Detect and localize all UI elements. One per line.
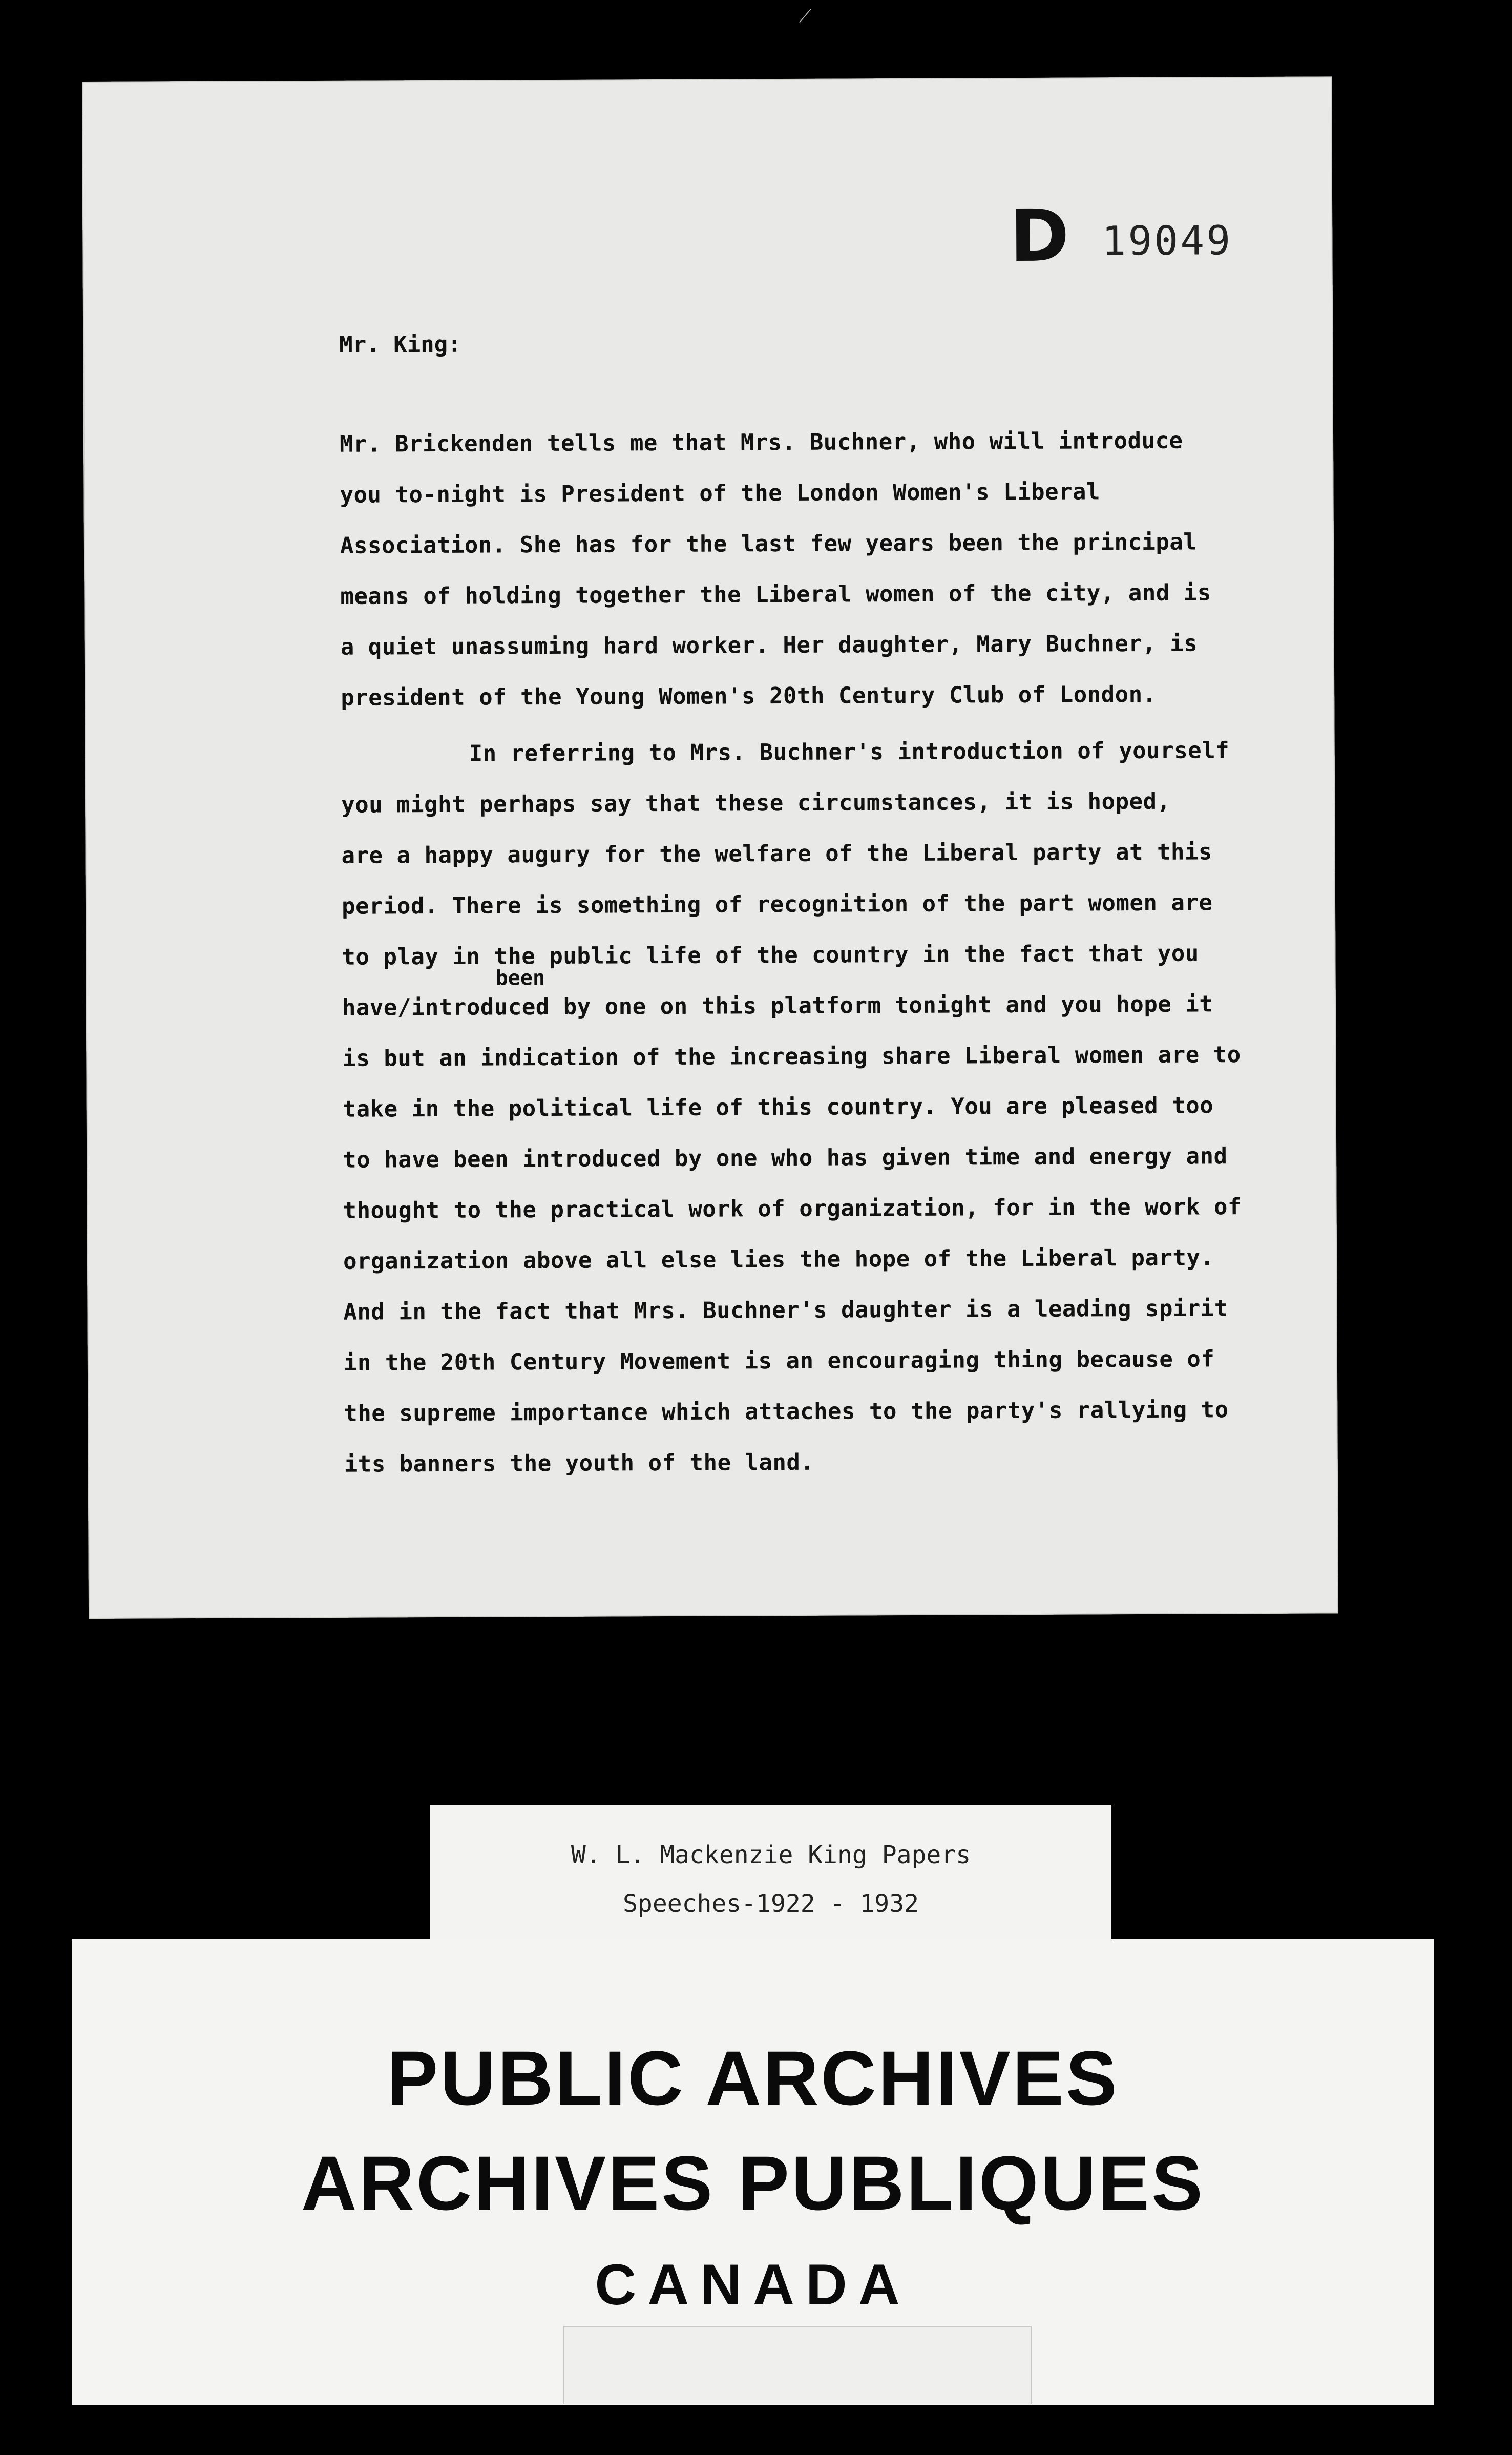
collection-series: Speeches-1922 - 1932 — [623, 1889, 919, 1918]
paragraph-line: you to-night is President of the London Women's Liberal — [340, 478, 1101, 508]
paragraph-line: president of the Young Women's 20th Century Club of London. — [341, 681, 1157, 711]
archive-stamp — [72, 1939, 1434, 2405]
collection-name: W. L. Mackenzie King Papers — [571, 1841, 971, 1869]
paragraph-line: organization above all else lies the hope of the Liberal party. — [343, 1244, 1214, 1275]
reference-letter: D — [1009, 194, 1069, 279]
paragraph-line: have/introduced by one on this platform tonight and you hope it — [342, 991, 1213, 1021]
paragraph-line: to play in the public life of the country in the fact that you — [342, 940, 1199, 970]
paragraph-line: And in the fact that Mrs. Buchner's daughter is a leading spirit — [343, 1295, 1228, 1325]
paragraph-line: the supreme importance which attaches to the party's rallying to — [344, 1397, 1229, 1427]
frame-corner-mark: ⟋ — [799, 6, 811, 27]
paragraph-line: a quiet unassuming hard worker. Her daughter, Mary Buchner, is — [340, 630, 1198, 660]
paragraph-line: its banners the youth of the land. — [344, 1449, 814, 1478]
paragraph-line: period. There is something of recognition of the part women are — [341, 889, 1213, 920]
paragraph-line: In referring to Mrs. Buchner's introduction of yourself — [469, 737, 1230, 767]
paragraph-line: Mr. Brickenden tells me that Mrs. Buchner, who will introduce — [339, 427, 1183, 457]
interlinear-insertion: been — [495, 966, 545, 990]
paragraph-line: are a happy augury for the welfare of the Liberal party at this — [341, 839, 1213, 869]
paragraph-1 — [340, 415, 1212, 723]
paragraph-line: means of holding together the Liberal women of the city, and is — [340, 579, 1211, 610]
paragraph-line: is but an indication of the increasing share Liberal women are to — [342, 1042, 1241, 1072]
paragraph-line: Association. She has for the last few years been the principal — [340, 529, 1198, 559]
paragraph-line: you might perhaps say that these circumstances, it is hoped, — [341, 788, 1171, 818]
paragraph-line: take in the political life of this country. You are pleased too — [342, 1092, 1214, 1122]
reference-digits: 19049 — [1102, 218, 1233, 265]
stamp-tab — [563, 2326, 1032, 2404]
collection-label — [430, 1805, 1111, 1943]
document-reference-number — [1009, 194, 1276, 279]
archive-country: CANADA — [595, 2253, 911, 2317]
paragraph-line: thought to the practical work of organization, for in the work of — [343, 1194, 1242, 1224]
salutation: Mr. King: — [339, 331, 461, 358]
paragraph-line: to have been introduced by one who has given time and energy and — [343, 1143, 1228, 1173]
archive-name-french: ARCHIVES PUBLIQUES — [301, 2140, 1205, 2226]
paragraph-line: in the 20th Century Movement is an encouraging thing because of — [343, 1346, 1215, 1376]
paragraph-2 — [341, 725, 1243, 1490]
archive-name-english: PUBLIC ARCHIVES — [387, 2035, 1119, 2121]
typed-memo-page — [82, 76, 1338, 1619]
